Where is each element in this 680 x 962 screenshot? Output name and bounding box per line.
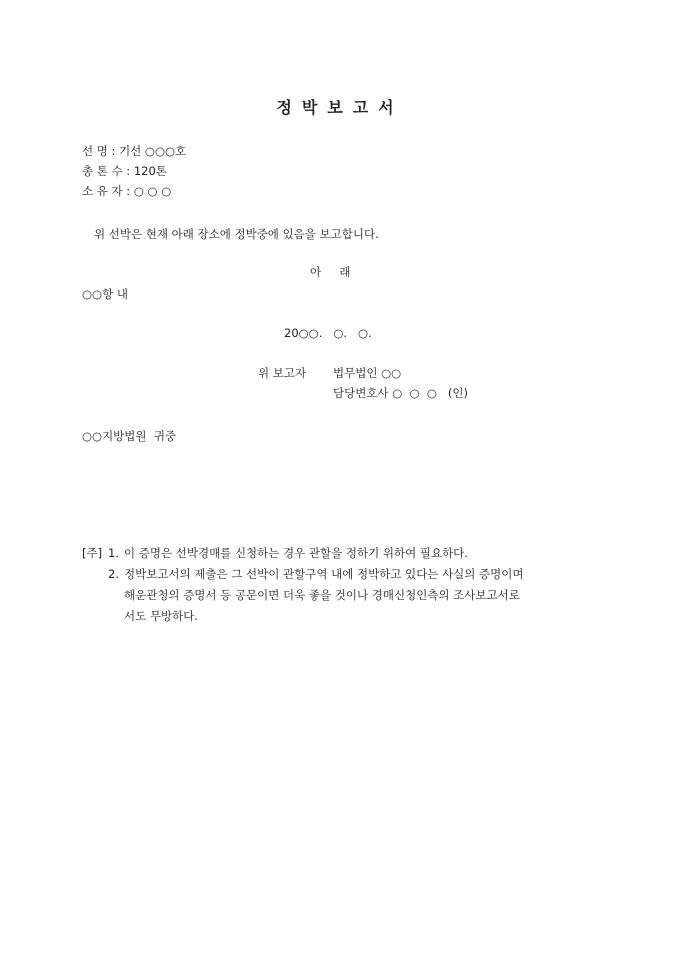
field-label: 소 유 자 :	[82, 184, 131, 198]
below-heading: 아 래	[310, 265, 351, 279]
recipient-court: ○○지방법원 귀중	[82, 429, 177, 443]
reporter-lawyer: 담당변호사 ○ ○ ○ (인)	[333, 386, 468, 400]
field-label: 선 명 :	[82, 144, 116, 158]
field-vessel-name	[82, 143, 186, 159]
note-line: 해운관청의 증명서 등 공문이면 더욱 좋을 것이나 경매신청인측의 조사보고서로	[124, 588, 520, 602]
note-line: 이 증명은 선박경매를 신청하는 경우 관할을 정하기 위하여 필요하다.	[124, 546, 468, 560]
location-text: ○○항 내	[82, 287, 128, 301]
document-title: 정박보고서	[276, 98, 404, 117]
notes-prefix: [주]	[82, 546, 103, 560]
field-label: 총 톤 수 :	[82, 164, 131, 178]
note-number: 1.	[108, 546, 119, 560]
reporter-label: 위 보고자	[258, 366, 307, 380]
field-value: 120톤	[133, 164, 167, 178]
field-value: ○ ○ ○	[133, 184, 172, 198]
note-line: 정박보고서의 제출은 그 선박이 관할구역 내에 정박하고 있다는 사실의 증명이며	[124, 567, 524, 581]
note-line: 서도 무방하다.	[124, 609, 198, 623]
note-number: 2.	[108, 567, 119, 581]
field-tonnage	[82, 163, 167, 179]
reporter-firm: 법무법인 ○○	[333, 366, 402, 380]
field-value: 기선 ○○○호	[119, 144, 187, 158]
report-date: 20○○. ○. ○.	[284, 326, 372, 340]
field-owner	[82, 183, 171, 199]
intro-sentence: 위 선박은 현재 아래 장소에 정박중에 있음을 보고합니다.	[94, 227, 379, 241]
